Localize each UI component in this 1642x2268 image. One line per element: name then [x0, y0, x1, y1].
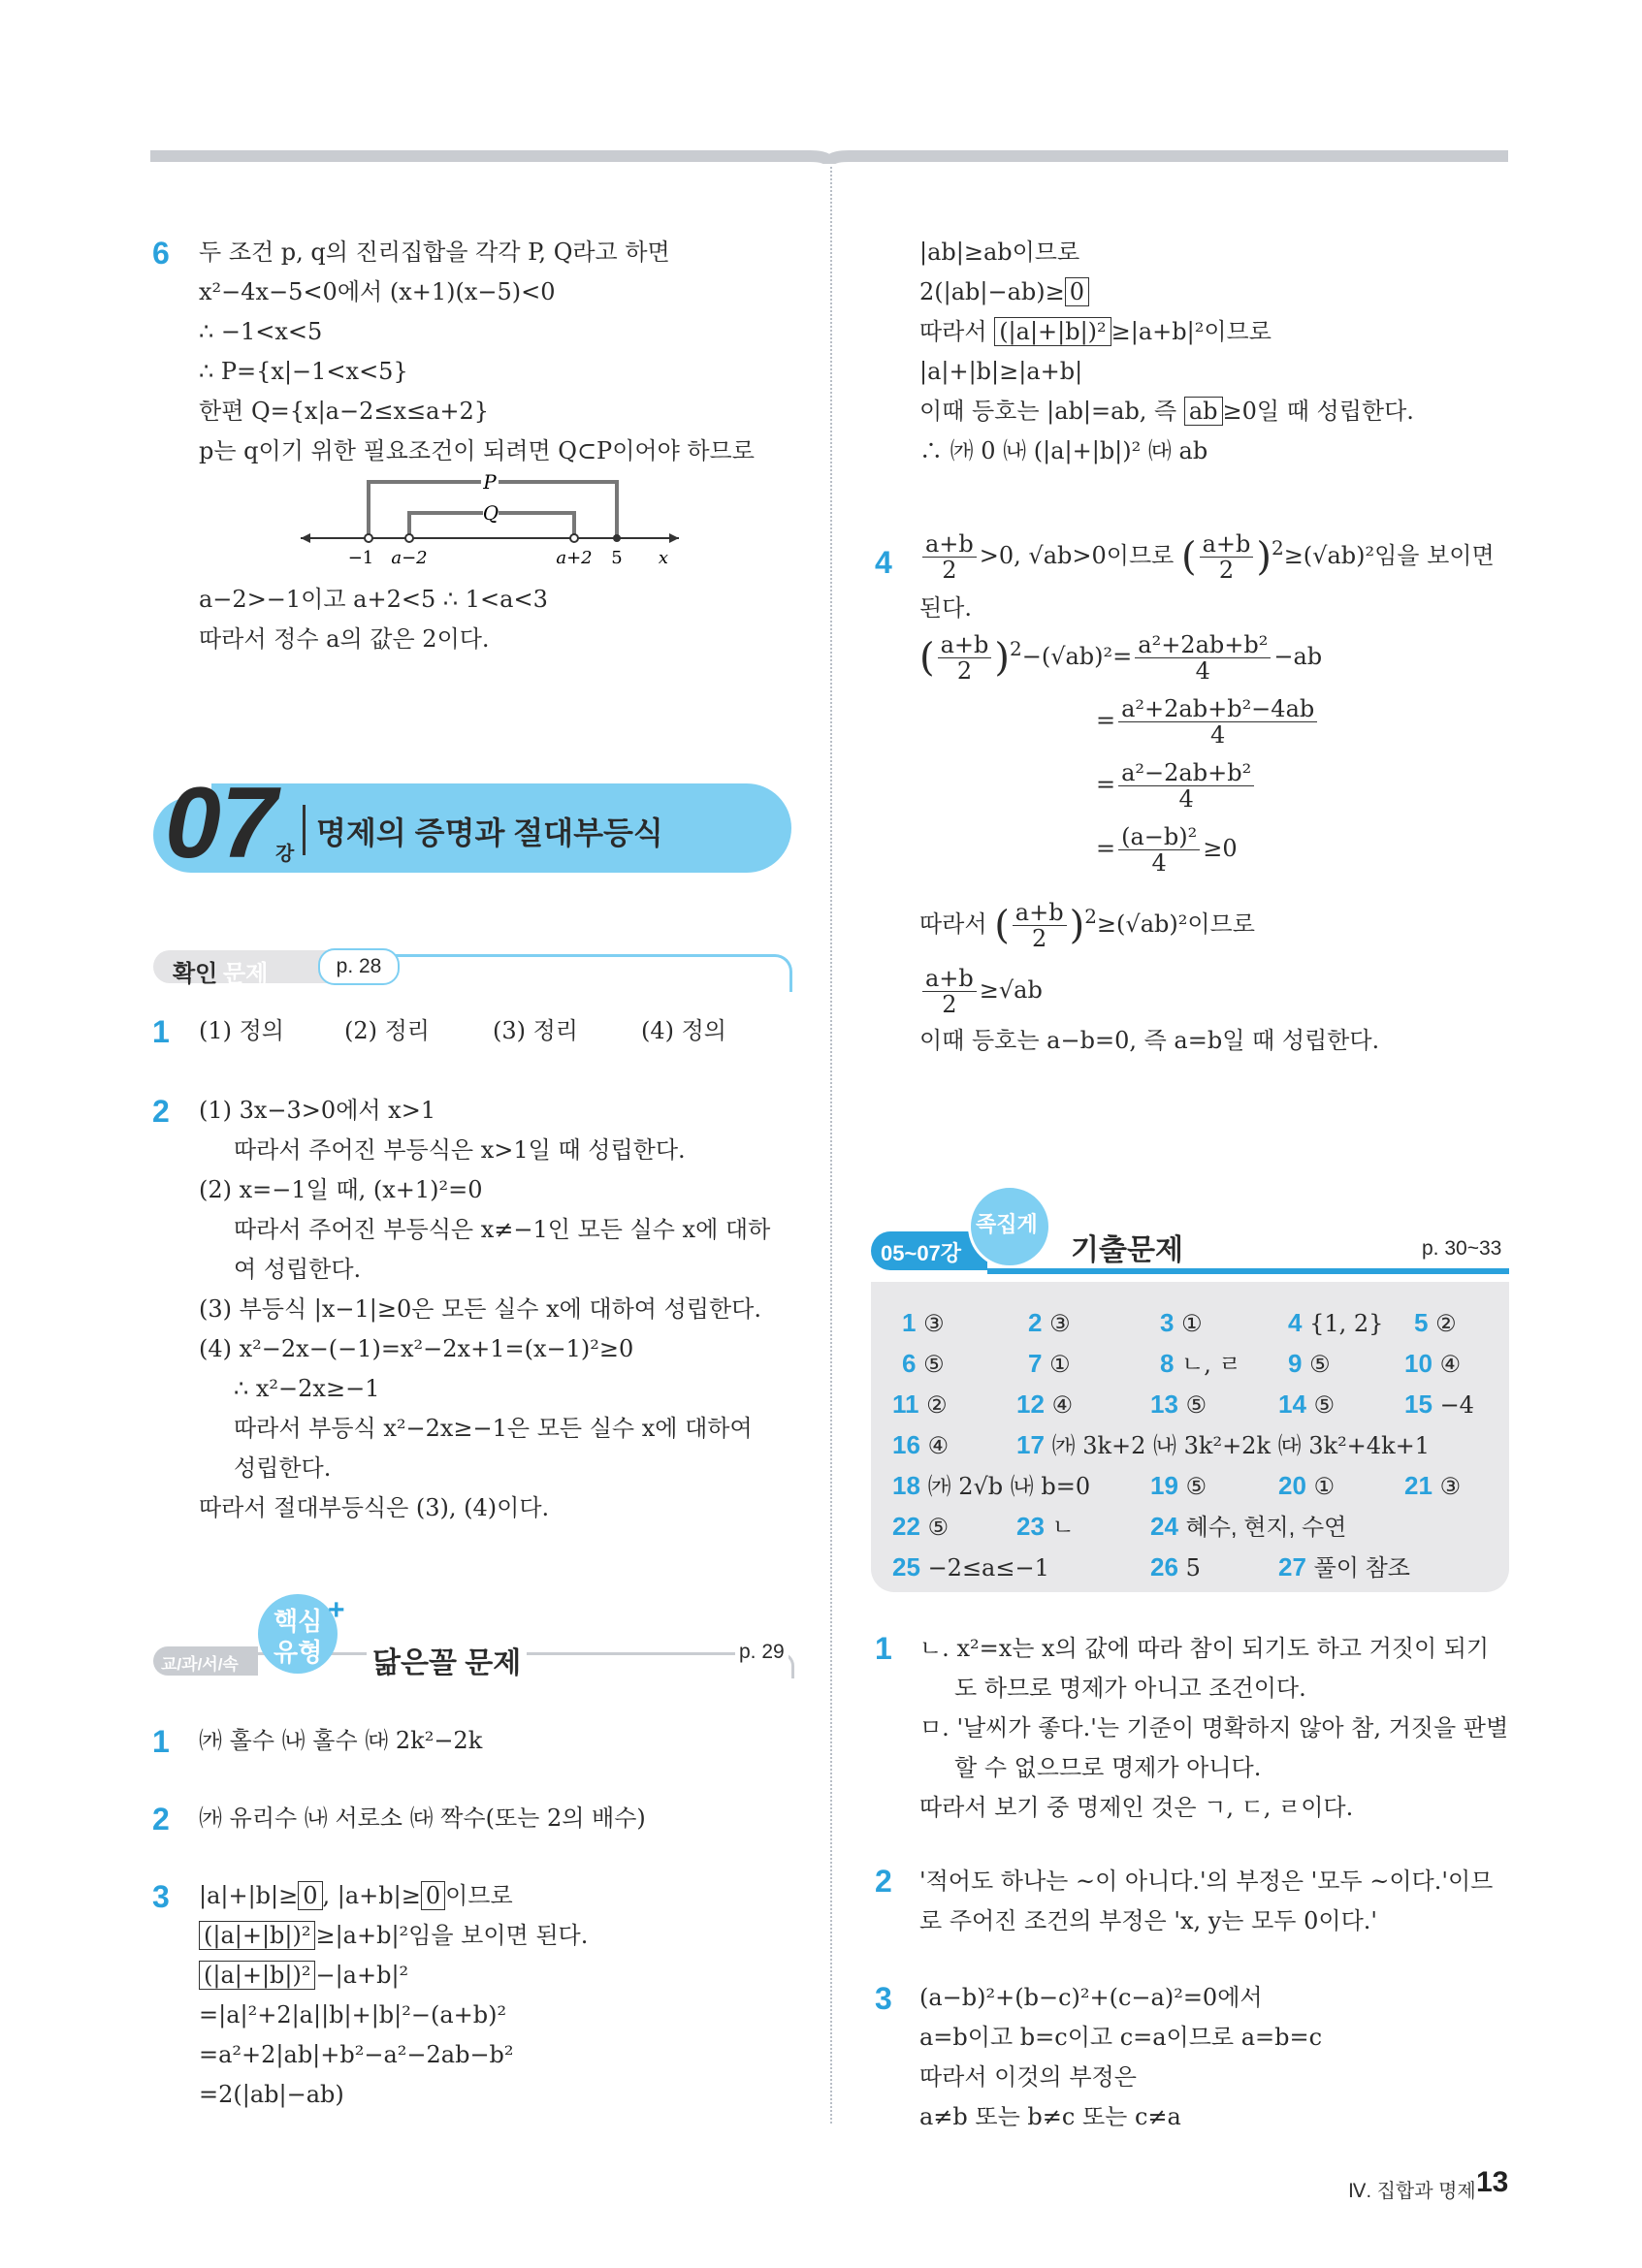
answer-box: (|a|+|b|)² — [994, 317, 1111, 346]
badge-text: 족집게 — [976, 1212, 1038, 1236]
solution-line: 따라서 보기 중 명제인 것은 ㄱ, ㄷ, ㄹ이다. — [919, 1794, 1354, 1821]
solution-line: p는 q이기 위한 필요조건이 되려면 Q⊂P이어야 하므로 — [199, 437, 755, 464]
tick-label: a−2 — [391, 548, 428, 567]
solution-line: |a|+|b|≥ 0 , |a+b|≥ 0 이므로 — [199, 1882, 513, 1909]
solution-line: =a²+2|ab|+b²−a²−2ab−b² — [199, 2041, 514, 2068]
solution-line: ∴ x²−2x≥−1 — [234, 1375, 380, 1402]
solution-line: (1) 3x−3>0에서 x>1 — [199, 1097, 436, 1124]
chapter-number: 07 — [165, 767, 277, 879]
answer-item: (1) 정의 — [199, 1017, 284, 1044]
solution-line: 따라서 주어진 부등식은 x>1일 때 성립한다. — [234, 1136, 686, 1164]
solution-line: 따라서 ( $\frac{a+b}{2}$ )$^2$≥(√ab)²이므로 — [919, 899, 1255, 952]
axis-label: x — [658, 548, 669, 567]
solution-line: 따라서 주어진 부등식은 x≠−1인 모든 실수 x에 대하 — [234, 1216, 771, 1243]
solution-line: a−2>−1이고 a+2<5 ∴ 1<a<3 — [199, 586, 548, 613]
solution-line: 따라서 정수 a의 값은 2이다. — [199, 625, 490, 653]
solution-line: $\frac{a+b}{2}$ >0, √ab>0이므로 ( $\frac{a+b}{2}$ )$^2$≥(√ab)²임을 보이면 — [919, 531, 1495, 583]
answer-row: 16 ④ 17 ㈎ 3k+2 ㈏ 3k²+2k ㈐ 3k²+4k+1 — [892, 1430, 1430, 1459]
answer-item: (4) 정의 — [641, 1017, 726, 1044]
review-1-solution — [919, 1629, 1508, 1828]
solution-line: 2(|ab|−ab)≥ 0 — [919, 272, 1414, 312]
solution-line: (2) x=−1일 때, (x+1)²=0 — [199, 1176, 483, 1203]
solution-line: 따라서 절대부등식은 (3), (4)이다. — [199, 1494, 550, 1521]
solution-line: (4) x²−2x−(−1)=x²−2x+1=(x−1)²≥0 — [199, 1335, 634, 1362]
solution-line: 여 성립한다. — [234, 1256, 362, 1283]
solution-line: =|a|²+2|a||b|+|b|²−(a+b)² — [199, 2001, 507, 2028]
answer-row: 11 ② 12 ④ 13 ⑤ 14 ⑤ 15 −4 — [892, 1390, 1474, 1419]
tick-label: 5 — [611, 548, 623, 567]
problem-number: 1 — [152, 1014, 170, 1049]
problem-number: 1 — [875, 1631, 892, 1666]
answer-box: (|a|+|b|)² — [199, 1921, 315, 1950]
solution-line: 이때 등호는 |ab|=ab, 즉 ab ≥0일 때 성립한다. — [919, 398, 1414, 425]
answer-box: ab — [1184, 397, 1223, 426]
section-title: 닮은꼴 문제 — [367, 1639, 527, 1681]
answer-line: ㈎ 홀수 ㈏ 홀수 ㈐ 2k²−2k — [199, 1727, 483, 1754]
solution-line: a≠b 또는 b≠c 또는 c≠a — [919, 2103, 1181, 2130]
solution-line: 로 주어진 조건의 부정은 'x, y는 모두 0이다.' — [919, 1907, 1377, 1934]
badge-text: 유형 — [274, 1638, 323, 1667]
problem-number: 2 — [875, 1864, 892, 1899]
solution-line: (|a|+|b|)² ≥|a+b|²임을 보이면 된다. — [199, 1916, 588, 1956]
answer-box: 0 — [1065, 277, 1089, 306]
problem-number: 2 — [152, 1094, 170, 1129]
chapter-banner — [153, 767, 791, 879]
solution-line: ㅁ. '날씨가 좋다.'는 기준이 명확하지 않아 참, 거짓을 판별 — [919, 1714, 1509, 1741]
solution-line: 된다. — [919, 594, 972, 622]
answer-row: 22 ⑤ 23 ㄴ 24 혜수, 현지, 수연 — [892, 1512, 1347, 1541]
solution-line: 따라서 (|a|+|b|)² ≥|a+b|²이므로 — [919, 318, 1272, 345]
equation-line: ( $\frac{a+b}{2}$ )$^2$−(√ab)²= $\frac{\text{a²+2ab+b²}}{4}$ −ab — [919, 631, 1323, 685]
section-header-similar — [153, 1590, 791, 1679]
solution-line: 이때 등호는 a−b=0, 즉 a=b일 때 성립한다. — [919, 1027, 1380, 1054]
section-header-review — [871, 1185, 1509, 1282]
answer-box: 0 — [421, 1881, 445, 1910]
answer-row: 25 −2≤a≤−1 26 5 27 풀이 참조 — [892, 1552, 1410, 1581]
chapter-suffix: 강 — [275, 844, 295, 865]
solution-line: '적어도 하나는 ~이 아니다.'의 부정은 '모두 ~이다.'이므 — [919, 1868, 1494, 1895]
similar-2-answer — [199, 1799, 646, 1838]
solution-line: 따라서 이것의 부정은 — [919, 2063, 1137, 2091]
problem-3-continuation — [919, 233, 1414, 471]
badge-text: 핵심 — [274, 1607, 323, 1636]
answer-box: (|a|+|b|)² — [199, 1961, 315, 1990]
problem-number: 2 — [152, 1802, 170, 1837]
solution-line: (a−b)²+(b−c)²+(c−a)²=0에서 — [919, 1984, 1263, 2011]
equation-line: = $\frac{\text{(a−b)²}}{4}$ ≥0 — [1096, 823, 1238, 877]
solution-line: ㄴ. x²=x는 x의 값에 따라 참이 되기도 하고 거짓이 되기 — [919, 1635, 1490, 1662]
section-label: 확인 — [173, 961, 218, 987]
page-number: 13 — [1476, 2166, 1509, 2198]
page-ref: p. 29 — [735, 1641, 789, 1664]
equation-line: = $\frac{\text{a²−2ab+b²}}{4}$ — [1096, 760, 1257, 812]
solution-line: (|a|+|b|)² −|a+b|² — [199, 1956, 588, 1996]
problem-number: 3 — [152, 1879, 170, 1914]
set-q-label: Q — [482, 501, 499, 525]
problem-number: 3 — [875, 1981, 892, 2016]
equation-line: = $\frac{\text{a²+2ab+b²−4ab}}{4}$ — [1096, 696, 1320, 748]
problem-number: 1 — [152, 1724, 170, 1759]
solution-line: ∴ ㈎ 0 ㈏ (|a|+|b|)² ㈐ ab — [919, 437, 1208, 464]
answer-row: 6 ⑤ 7 ① 8 ㄴ, ㄹ 9 ⑤ 10 ④ — [902, 1349, 1462, 1378]
answer-key-panel — [871, 1282, 1509, 1592]
tick-label: a+2 — [556, 548, 593, 567]
solution-line: $\frac{a+b}{2}$ ≥√ab — [919, 966, 1043, 1017]
chapter-range: 05~07강 — [881, 1241, 962, 1265]
solution-line: 두 조건 p, q의 진리집합을 각각 P, Q라고 하면 — [199, 239, 670, 266]
problem-number: 6 — [152, 236, 170, 271]
tick-label: −1 — [347, 548, 374, 567]
solution-line: x²−4x−5<0에서 (x+1)(x−5)<0 — [199, 278, 556, 305]
answer-line: ㈎ 유리수 ㈏ 서로소 ㈐ 짝수(또는 2의 배수) — [199, 1805, 646, 1832]
answer-row: 18 ㈎ 2√b ㈏ b=0 19 ⑤ 20 ① 21 ③ — [892, 1471, 1462, 1500]
similar-3-solution — [199, 1876, 588, 2115]
solution-line: 성립한다. — [234, 1454, 332, 1482]
section-title: 기출문제 — [1071, 1234, 1183, 1266]
similar-1-answer — [199, 1721, 482, 1761]
solution-line: (3) 부등식 |x−1|≥0은 모든 실수 x에 대하여 성립한다. — [199, 1295, 761, 1323]
top-divider-bar — [150, 148, 1508, 164]
solution-line: |ab|≥ab이므로 — [919, 239, 1080, 266]
solution-line: a=b이고 b=c이고 c=a이므로 a=b=c — [919, 2024, 1323, 2051]
solution-line: ∴ −1<x<5 — [199, 318, 323, 345]
solution-line: 한편 Q={x|a−2≤x≤a+2} — [199, 398, 490, 425]
solution-line: =2(|ab|−ab) — [199, 2081, 344, 2108]
solution-line: 따라서 부등식 x²−2x≥−1은 모든 실수 x에 대하여 — [234, 1415, 753, 1442]
page-ref: p. 28 — [318, 948, 400, 985]
solution-line: 할 수 없으므로 명제가 아니다. — [954, 1754, 1262, 1781]
answer-item: (3) 정리 — [493, 1017, 578, 1044]
review-2-solution — [919, 1862, 1493, 1941]
answer-box: 0 — [298, 1881, 322, 1910]
solution-line: 도 하므로 명제가 아니고 조건이다. — [954, 1675, 1306, 1702]
section-tag: 교/과/서/속 — [161, 1655, 239, 1674]
plus-icon: + — [328, 1594, 345, 1626]
answer-row: 1 ③ 2 ③ 3 ① 4 {1, 2} 5 ② — [902, 1308, 1457, 1337]
solution-line: |a|+|b|≥|a+b| — [919, 358, 1083, 385]
review-3-solution — [919, 1978, 1322, 2137]
problem-6-conclusion — [199, 580, 548, 659]
page-ref: p. 30~33 — [1422, 1237, 1502, 1260]
column-divider — [830, 167, 832, 2124]
confirm-2-solution — [199, 1091, 770, 1528]
section-header-confirm — [153, 948, 791, 995]
footer-section: Ⅳ. 집합과 명제 — [1348, 2181, 1476, 2202]
section-label: 문제 — [223, 961, 269, 987]
number-line-diagram — [291, 470, 689, 567]
answer-item: (2) 정리 — [344, 1017, 430, 1044]
problem-number: 4 — [875, 545, 892, 580]
chapter-title: 명제의 증명과 절대부등식 — [316, 815, 663, 850]
problem-6-solution — [199, 233, 755, 471]
set-p-label: P — [483, 470, 497, 494]
solution-line: ∴ P={x|−1<x<5} — [199, 358, 408, 385]
